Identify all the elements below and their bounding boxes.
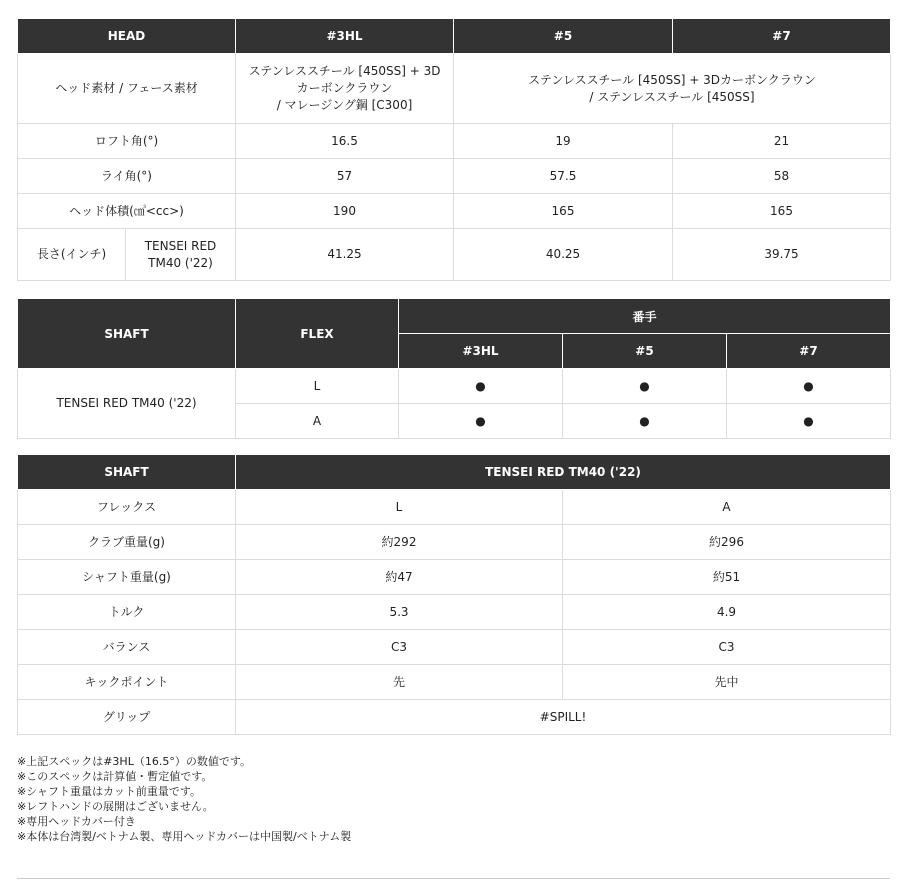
flex-value: A: [236, 404, 399, 439]
table-row: [18, 595, 891, 630]
shaft-header: SHAFT: [18, 455, 236, 490]
note-line: ※レフトハンドの展開はございません。: [17, 800, 214, 813]
number-header: 番手: [399, 299, 891, 334]
note-line: ※本体は台湾製/ベトナム製、専用ヘッドカバーは中国製/ベトナム製: [17, 830, 352, 843]
cell-l: 5.3: [236, 595, 563, 630]
row-label: トルク: [18, 595, 236, 630]
availability-mark: ●: [399, 369, 563, 404]
material-label: ヘッド素材 / フェース素材: [18, 54, 236, 124]
flex-value: L: [236, 369, 399, 404]
table-row: [18, 560, 891, 595]
table-row: [18, 665, 891, 700]
cell-l: C3: [236, 630, 563, 665]
note-line: ※このスペックは計算値・暫定値です。: [17, 770, 213, 783]
grip-value: #SPILL!: [236, 700, 891, 735]
shaft-name-header: TENSEI RED TM40 ('22): [236, 455, 891, 490]
length-shaft: [126, 229, 236, 281]
flex-header: FLEX: [236, 299, 399, 369]
row-label: ロフト角(°): [18, 124, 236, 159]
availability-mark: ●: [563, 404, 727, 439]
cell-l: 先: [236, 665, 563, 700]
note-line: ※シャフト重量はカット前重量です。: [17, 785, 202, 798]
spec-notes: [17, 754, 351, 844]
table-row: [18, 525, 891, 560]
cell-a: 4.9: [563, 595, 891, 630]
number-5: #5: [563, 334, 727, 369]
cell-5: 40.25: [454, 229, 673, 281]
length-label: 長さ(インチ): [18, 229, 126, 281]
cell-3hl: 190: [236, 194, 454, 229]
cell-5: 19: [454, 124, 673, 159]
head-table-header-row: [18, 19, 891, 54]
head-header-7: #7: [673, 19, 891, 54]
availability-mark: ●: [727, 404, 891, 439]
material-3hl-line: / マレージング鋼 [C300]: [276, 98, 413, 112]
row-label: シャフト重量(g): [18, 560, 236, 595]
note-line: ※専用ヘッドカバー付き: [17, 815, 136, 828]
table-row: [18, 700, 891, 735]
cell-a: 先中: [563, 665, 891, 700]
table-row: [18, 54, 891, 124]
row-label: クラブ重量(g): [18, 525, 236, 560]
availability-mark: ●: [399, 404, 563, 439]
cell-a: 約51: [563, 560, 891, 595]
row-label: キックポイント: [18, 665, 236, 700]
row-label: ヘッド体積(㎤<cc>): [18, 194, 236, 229]
shaft-spec-table: [17, 454, 891, 735]
cell-a: C3: [563, 630, 891, 665]
head-spec-table: [17, 18, 891, 281]
shaft-table-header-row: [18, 455, 891, 490]
cell-a: A: [563, 490, 891, 525]
table-row: [18, 369, 891, 404]
flex-table-header-row: [18, 299, 891, 334]
head-header-5: #5: [454, 19, 673, 54]
cell-3hl: 57: [236, 159, 454, 194]
cell-3hl: 41.25: [236, 229, 454, 281]
availability-mark: ●: [563, 369, 727, 404]
length-shaft-line: TM40 ('22): [148, 255, 213, 270]
length-shaft-line: TENSEI RED: [144, 238, 217, 253]
row-label: ライ角(°): [18, 159, 236, 194]
cell-l: 約47: [236, 560, 563, 595]
flex-availability-table: [17, 298, 891, 439]
material-5-7-line: / ステンレススチール [450SS]: [589, 89, 755, 104]
cell-5: 57.5: [454, 159, 673, 194]
material-3hl: [236, 54, 454, 124]
table-row: [18, 159, 891, 194]
cell-5: 165: [454, 194, 673, 229]
table-row: [18, 194, 891, 229]
head-header-3hl: #3HL: [236, 19, 454, 54]
cell-7: 39.75: [673, 229, 891, 281]
material-5-7: [454, 54, 891, 124]
number-7: #7: [727, 334, 891, 369]
cell-3hl: 16.5: [236, 124, 454, 159]
cell-7: 21: [673, 124, 891, 159]
cell-a: 約296: [563, 525, 891, 560]
cell-7: 165: [673, 194, 891, 229]
grip-label: グリップ: [18, 700, 236, 735]
row-label: フレックス: [18, 490, 236, 525]
table-row: [18, 490, 891, 525]
material-5-7-line: ステンレススチール [450SS] + 3Dカーボンクラウン: [528, 72, 816, 87]
number-3hl: #3HL: [399, 334, 563, 369]
cell-l: 約292: [236, 525, 563, 560]
cell-l: L: [236, 490, 563, 525]
material-3hl-line: カーボンクラウン: [296, 81, 393, 95]
head-header: HEAD: [18, 19, 236, 54]
table-row: [18, 124, 891, 159]
shaft-name: TENSEI RED TM40 ('22): [18, 369, 236, 439]
shaft-header: SHAFT: [18, 299, 236, 369]
cell-7: 58: [673, 159, 891, 194]
bottom-divider: [17, 878, 890, 879]
material-3hl-line: ステンレススチール [450SS] + 3D: [248, 64, 441, 78]
table-row: [18, 630, 891, 665]
table-row: [18, 229, 891, 281]
availability-mark: ●: [727, 369, 891, 404]
row-label: バランス: [18, 630, 236, 665]
note-line: ※上記スペックは#3HL（16.5°）の数値です。: [17, 755, 251, 768]
